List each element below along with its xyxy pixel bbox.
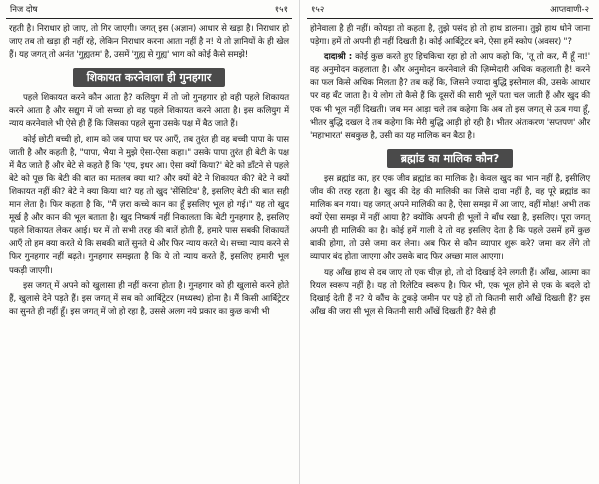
- left-page-body: [6, 23, 292, 319]
- speaker-label: दादाश्री :: [324, 52, 353, 63]
- dialogue-text: कोई कुछ करते हुए हिचकिचा रहा हो तो आप कहो कि, 'तू तो कर, मैं हूँ ना!' वह अनुमोदन कहलाता है। और अनुमोदन करनेवाले की ज़िम्मेदारी अधिक कहलाती है! करने का फल किसे अधिक मिलता है? तब कहें कि, जिसने ज्यादा बुद्धि इस्तेमाल की, उसके आधार पर वह बँट जाता है। ये लोग तो कैसे हैं कि दूसरों की सारी भूलें पता चल जाती हैं और खुद की एक भी भूल नहीं दिखती। जब मन आड़ा चले तब कहेगा कि अब तो इस जगत् से ऊब गया हूँ, भीतर बुद्धि दखल दे तब कहेगा कि मेरी बुद्धि आड़ी हो रही है। भीतर अंतःकरण 'सप्तपण' और 'महाभारत' सबकुछ है, उसी का यह मालिक बन बैठा है।: [310, 52, 590, 141]
- left-page-paragraph: कोई छोटी बच्ची हो, शाम को जब पापा घर पर आएँ, तब तुरंत ही वह बच्ची पापा के पास जाती है और कहती है, "पापा, भैया ने मुझे ऐसा-ऐसा कहा।" उसके पापा तुरंत ही बेटी के पक्ष में बैठ जाते हैं और बेटे से कहते हैं कि 'एय, इधर आ। ऐसा क्यों किया?' बेटे को डाँटने से पहले बेटे को पूछ कि बेटी की बात का मतलब क्या था? और क्यों बेटे ने शिकायत की? बेटे ने क्यों शिकायत नहीं की? बेटे ने क्या किया था? यह तो खुद 'सेंसिटिव' है, इसलिए बेटी की बात सही मान लेता है। फिर कहता है कि, "मैं ज़रा कच्चे कान का हूँ इसलिए भूल हो गई।" यह तो खुद मूर्ख है और कान की भूल बताता है। खुद निष्कर्ष नहीं निकालता कि बेटी गुनहगार है, इसलिए पहले शिकायत लेकर आई। घर में तो सभी तरह की बातें होती हैं, हमारे पास सबकी शिकायतें आएँ तो हम क्या करते थे कि सबकी बातें सुनते थे और फिर न्याय करते थे। सच्चा न्याय करने से फिर गुनहगार नहीं बढ़ते। गुनहगार समझता है कि ये तो न्याय करते हैं, इसलिए हमारी भूल पकड़ी जाएगी।: [9, 134, 289, 276]
- right-page: [307, 0, 593, 484]
- section-heading-universe-owner: [310, 147, 590, 168]
- left-page-paragraph: पहले शिकायत करने कौन आता है? कलियुग में तो जो गुनहगार हो वही पहले शिकायत करने आता है और सद्युग में जो सच्चा हो वह पहले शिकायत करने आता है। इस कलियुग में न्याय करनेवाले भी ऐसे ही हैं कि जिसका पहले सुना उसके पक्ष में बैठ जाते हैं।: [9, 93, 289, 130]
- left-page-paragraph: इस जगत् में अपने को खुलासा ही नहीं करना होता है। गुनहगार को ही खुलासे करने होते हैं, खुलासे देने पड़ते हैं। इस जगत् में सब को आर्बिट्रेटर (मध्यस्थ) होना है। मैं किसी आर्बिट्रेटर का सुनते ही नहीं हूँ। इस जगत् में जो हो रहा है, उससे अलग नये प्रकार का कुछ कभी भी: [9, 280, 289, 317]
- left-page-paragraph: रहती है। निराधार हो जाए, तो गिर जाएगी। जगत् इस (अज्ञान) आधार से खड़ा है। निराधार हो जाए तब तो खड़ा ही नहीं रहे, लेकिन निराधार करना आता नहीं है न! ये तो ज्ञानियों के ही खेल हैं। यह जगत् तो अनंत 'गुह्यतम' है, उसमें 'गुह्य से गुह्य' भाग को कोई कैसे समझे!: [9, 24, 289, 61]
- right-page-paragraph: होनेवाला है ही नहीं। कोयड़ा तो कहता है, तुझे पसंद हो तो हाथ डालना। तुझे हाथ धोने जाना पड़ेगा। हमें तो अपनी ही नहीं दिखती है। कोई आर्बिट्रेटर बने, ऐसा हमें स्कोप (अवसर) "?: [310, 24, 590, 48]
- page-gutter: [299, 0, 300, 484]
- right-page-body: [307, 23, 593, 319]
- section-heading-label: शिकायत करनेवाला ही गुनहगार: [73, 68, 225, 87]
- dialogue-paragraph: [310, 51, 590, 143]
- section-heading-label: ब्रह्मांड का मालिक कौन?: [387, 149, 514, 168]
- right-page-paragraph: इस ब्रह्मांड का, हर एक जीव ब्रह्मांड का मालिक है। केवल खुद का भान नहीं है, इसीलिए जीव की तरह रहता है। खुद की देह की मालिकी का जिसे दावा नहीं है, वह पूरे ब्रह्मांड का मालिक बन गया। यह जगत् अपने मालिकी का है, ऐसा समझ में आ जाए, वहीं मोक्ष! अभी तक क्यों ऐसा समझ में नहीं आया है? क्योंकि अपनी ही भूलों ने बाँध रखा है, इसलिए। पूरा जगत् अपनी ही मालिकी का है। कोई हमें गाली दे तो वह इसलिए देता है कि पहले उसमें हमें कुछ बाकी होगा, तो उसे जमा कर लेना। अब फिर से कौन व्यापार शुरू करे? जमा कर लेंगे तो व्यापार बंद होता जाएगा और उसके बाद फिर अच्छा माल आएगा।: [310, 173, 590, 263]
- left-page-number: १५१: [274, 5, 288, 15]
- right-page-running-title: आप्तवाणी-२: [550, 5, 589, 15]
- right-page-header: [307, 0, 593, 19]
- right-page-number: १५२: [311, 5, 325, 15]
- right-page-paragraph: यह आँख हाथ से दब जाए तो एक चीज़ हो, तो दो दिखाई देने लगती हैं। आँख, आत्मा का रियल स्वरूप नहीं है। यह तो रिलेटिव स्वरूप है। फिर भी, एक भूल होने से एक के बदले दो दिखाई देती हैं न? ये कौंच के टुकड़े जमीन पर पड़े हों तो कितनी सारी आँखें दिखती हैं? इस आँख की जरा सी भूल से कितनी सारी आँखें दिखती हैं? वैसे ही: [310, 267, 590, 317]
- left-page: [6, 0, 292, 484]
- left-page-running-title: निज दोष: [10, 5, 38, 15]
- section-heading-complainant: [9, 66, 289, 87]
- left-page-header: [6, 0, 292, 19]
